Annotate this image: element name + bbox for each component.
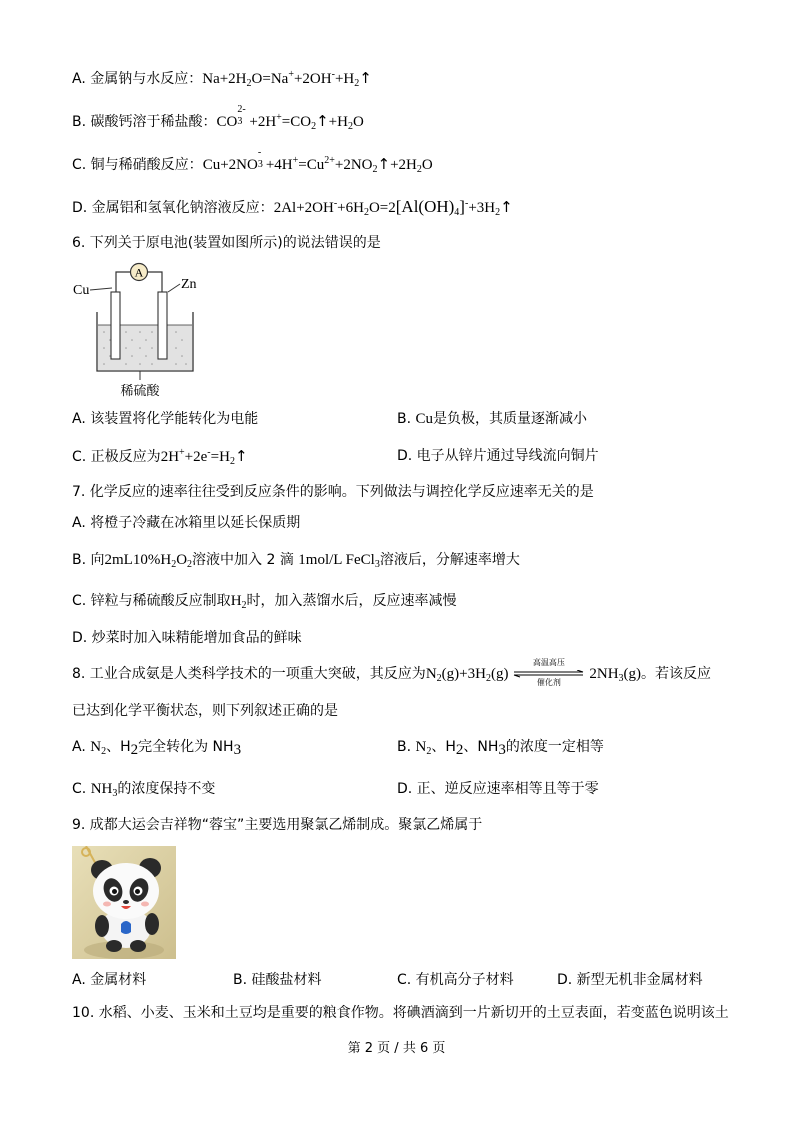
- acid-label: 稀硫酸: [120, 384, 160, 399]
- q6-option-c: C. 正极反应为$2H^++2e^-=H_2↑$: [72, 447, 248, 467]
- q8-stem: 8. 工业合成氨是人类科学技术的一项重大突破，其反应为$N_2(g)+3H_2(g)$ 高温高压 催化剂 $2NH_3(g)$。若该反应: [72, 658, 712, 687]
- q9-option-a: A. 金属材料: [72, 972, 147, 988]
- q8-option-b: B. $N_2$、$H_2$、$NH_3$的浓度一定相等: [397, 739, 604, 758]
- q5-option-a: A. 金属钠与水反应：$Na+2H_2O=Na^++2OH^-+H_2↑$: [72, 69, 372, 89]
- q7-stem: 7. 化学反应的速率往往受到反应条件的影响。下列做法与调控化学反应速率无关的是: [72, 484, 594, 500]
- equilibrium-arrow: 高温高压 催化剂: [513, 664, 585, 684]
- q8-stem-line2: 已达到化学平衡状态，则下列叙述正确的是: [72, 703, 338, 719]
- q9-stem: 9. 成都大运会吉祥物“蓉宝”主要选用聚氯乙烯制成。聚氯乙烯属于: [72, 817, 483, 833]
- q8-option-d: D. 正、逆反应速率相等且等于零: [397, 781, 599, 797]
- q5-option-c: C. 铜与稀硝酸反应：Cu+2NO - 3 $+4H^+=Cu^{2+}+2NO_2↑+2H_2O$: [72, 147, 433, 175]
- q8-option-c: C. $NH_3$的浓度保持不变: [72, 781, 216, 799]
- q6-c-equation: $2H^++2e^-=H_2↑$: [160, 447, 248, 467]
- q7-option-a: A. 将橙子冷藏在冰箱里以延长保质期: [72, 515, 301, 531]
- q7-option-b: B. 向$2mL10\%H_2O_2$溶液中加入 2 滴 1mol/L FeCl$_3$溶液后，分解速率增大: [72, 552, 520, 570]
- q5-b-equation: CO 2- 3 $+2H^+=CO_2↑+H_2O$: [216, 104, 364, 132]
- zn-pointer-line: [168, 284, 180, 292]
- page-footer: 第 2 页 / 共 6 页: [347, 1041, 446, 1056]
- zn-label: Zn: [181, 277, 197, 292]
- q7-option-d: D. 炒菜时加入味精能增加食品的鲜味: [72, 630, 302, 646]
- q9-option-b: B. 硅酸盐材料: [233, 972, 322, 988]
- q5-d-equation: $2Al+2OH^-+6H_2O=2[Al(OH)_4]^-+3H_2↑$: [273, 197, 513, 218]
- q6-option-a: A. 该装置将化学能转化为电能: [72, 411, 259, 427]
- q10-stem: 10. 水稻、小麦、玉米和土豆均是重要的粮食作物。将碘酒滴到一片新切开的土豆表面，若变蓝色说明该土: [72, 1005, 729, 1021]
- q6-option-b: B. Cu是负极，其质量逐渐减小: [397, 411, 588, 427]
- q5-option-b: B. 碳酸钙溶于稀盐酸：CO 2- 3 $+2H^+=CO_2↑+H_2O$: [72, 104, 364, 132]
- ammeter-label: A: [134, 265, 144, 280]
- q5-c-equation: Cu+2NO - 3 $+4H^+=Cu^{2+}+2NO_2↑+2H_2O$: [202, 147, 433, 175]
- q8-option-a: A. $N_2$、$H_2$完全转化为 $NH_3$: [72, 739, 242, 758]
- q5-option-d: D. 金属铝和氢氧化钠溶液反应：$2Al+2OH^-+6H_2O=2[Al(OH)_4]^-+3H_2↑$: [72, 197, 513, 218]
- zinc-electrode: [158, 292, 167, 359]
- galvanic-cell-diagram: [70, 262, 220, 402]
- copper-electrode: [111, 292, 120, 359]
- cu-label: Cu: [73, 283, 90, 298]
- panda-mascot-image: [72, 846, 176, 959]
- cu-pointer-line: [90, 288, 112, 290]
- q6-stem: 6. 下列关于原电池(装置如图所示)的说法错误的是: [72, 235, 381, 251]
- q9-option-c: C. 有机高分子材料: [397, 972, 514, 988]
- q7-option-c: C. 锌粒与稀硫酸反应制取$H_2$时，加入蒸馏水后，反应速率减慢: [72, 593, 457, 611]
- q5-a-equation: $Na+2H_2O=Na^++2OH^-+H_2↑$: [202, 69, 372, 89]
- q6-option-d: D. 电子从锌片通过导线流向铜片: [397, 448, 599, 464]
- q9-option-d: D. 新型无机非金属材料: [557, 972, 703, 988]
